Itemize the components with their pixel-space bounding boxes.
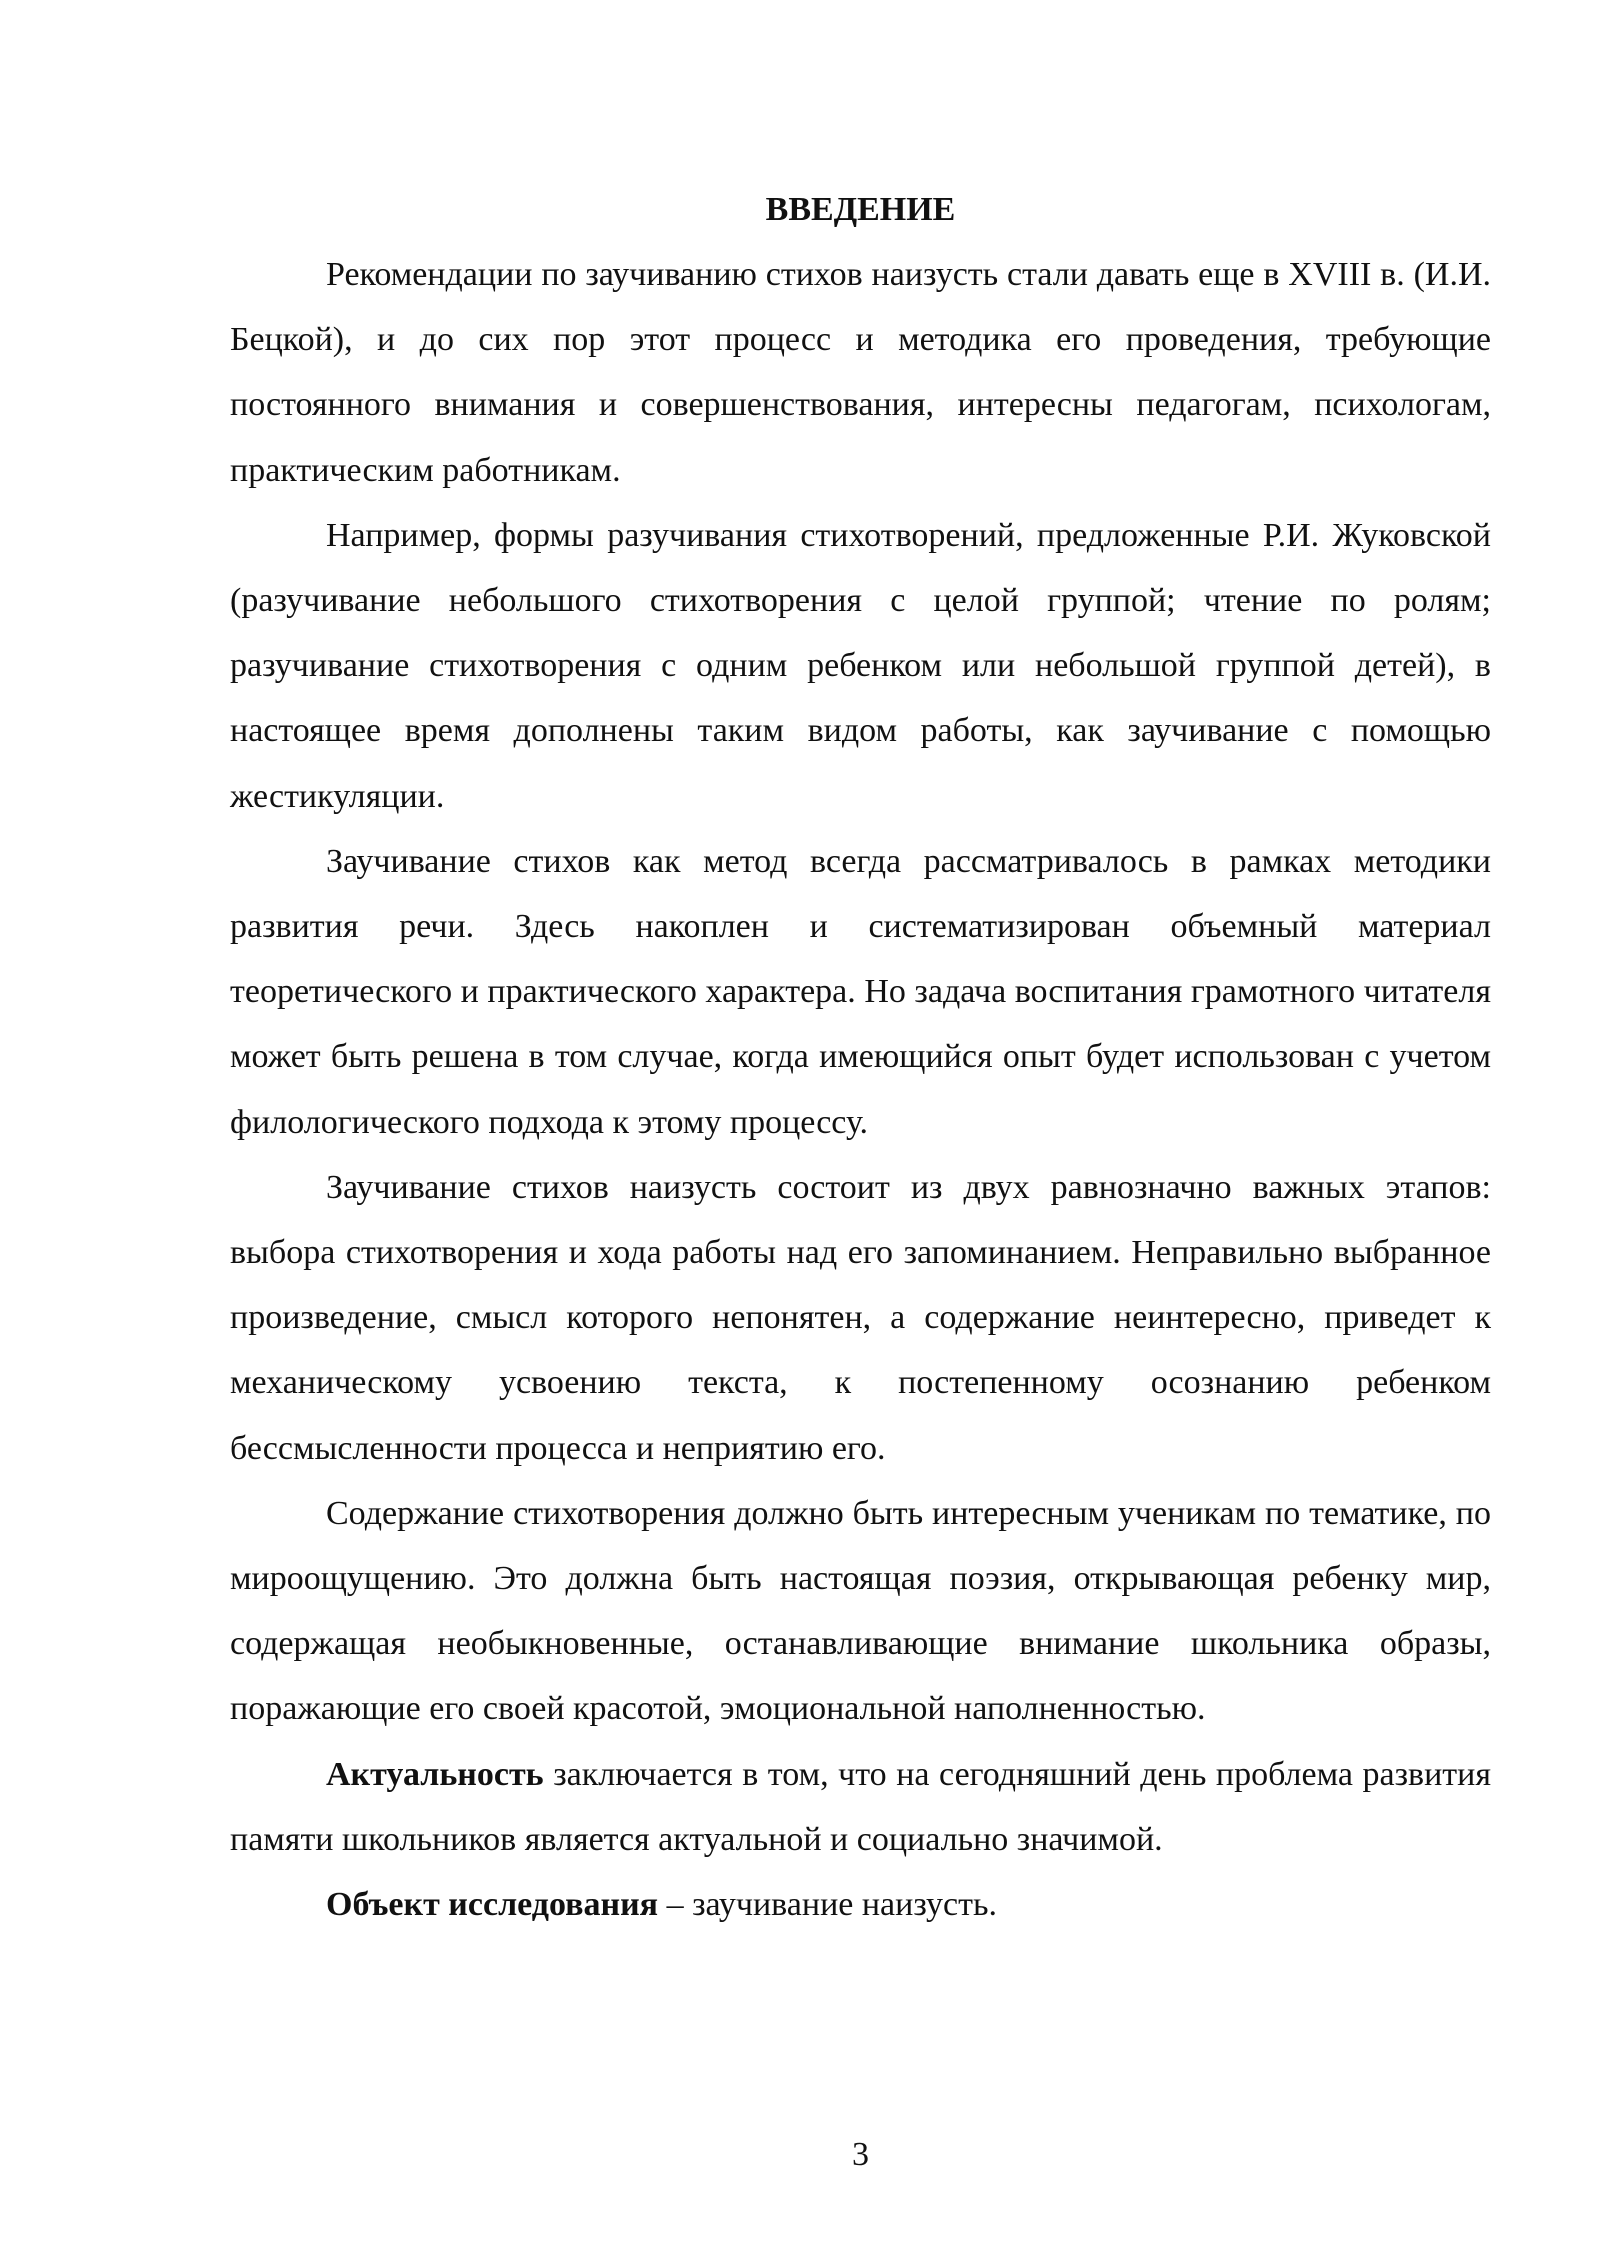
paragraph-research-object: [230, 1872, 1491, 1937]
section-heading: ВВЕДЕНИЕ: [765, 191, 956, 228]
relevance-term: Актуальность: [326, 1755, 544, 1793]
relevance-text: заключается в том, что на сегодняшний день проблема развития памяти школьников является актуальной и социально значимой.: [230, 1755, 1491, 1858]
paragraph-content: Содержание стихотворения должно быть интересным ученикам по тематике, по мироощущению. Это должна быть настоящая поэзия, открывающая ребенку мир, содержащая необыкновенные, останавливающие внимание школьника образы, поражающие его своей красотой, эмоциональной наполненностью.: [230, 1494, 1491, 1728]
paragraph-method: Заучивание стихов как метод всегда рассматривалось в рамках методики развития речи. Здесь накоплен и систематизирован объемный материал теоретического и практического характера. Но задача воспитания грамотного читателя может быть решена в том случае, когда имеющийся опыт будет использован с учетом филологического подхода к этому процессу.: [230, 842, 1491, 1141]
research-object-term: Объект исследования: [326, 1886, 659, 1924]
paragraph-relevance: [230, 1742, 1491, 1872]
research-object-text: – заучивание наизусть.: [658, 1886, 998, 1924]
paragraph-recommendations: Рекомендации по заучиванию стихов наизусть стали давать еще в XVIII в. (И.И. Бецкой), и до сих пор этот процесс и методика его проведения, требующие постоянного внимания и совершенствования, интересны педагогам, психологам, практическим работникам.: [230, 256, 1491, 489]
paragraph-forms-of-learning: Например, формы разучивания стихотворений, предложенные Р.И. Жуковской (разучивание небольшого стихотворения с целой группой; чтение по ролям; разучивание стихотворения с одним ребенком или небольшой группой детей), в настоящее время дополнены таким видом работы, как заучивание с помощью жестикуляции.: [230, 516, 1491, 815]
paragraph-stages: Заучивание стихов наизусть состоит из двух равнозначно важных этапов: выбора стихотворения и хода работы над его запоминанием. Неправильно выбранное произведение, смысл которого непонятен, а содержание неинтересно, приведет к механическому усвоению текста, к постепенному осознанию ребенком бессмысленности процесса и неприятию его.: [230, 1168, 1491, 1467]
page-number: 3: [852, 2136, 869, 2173]
page-body: [230, 177, 1491, 1937]
